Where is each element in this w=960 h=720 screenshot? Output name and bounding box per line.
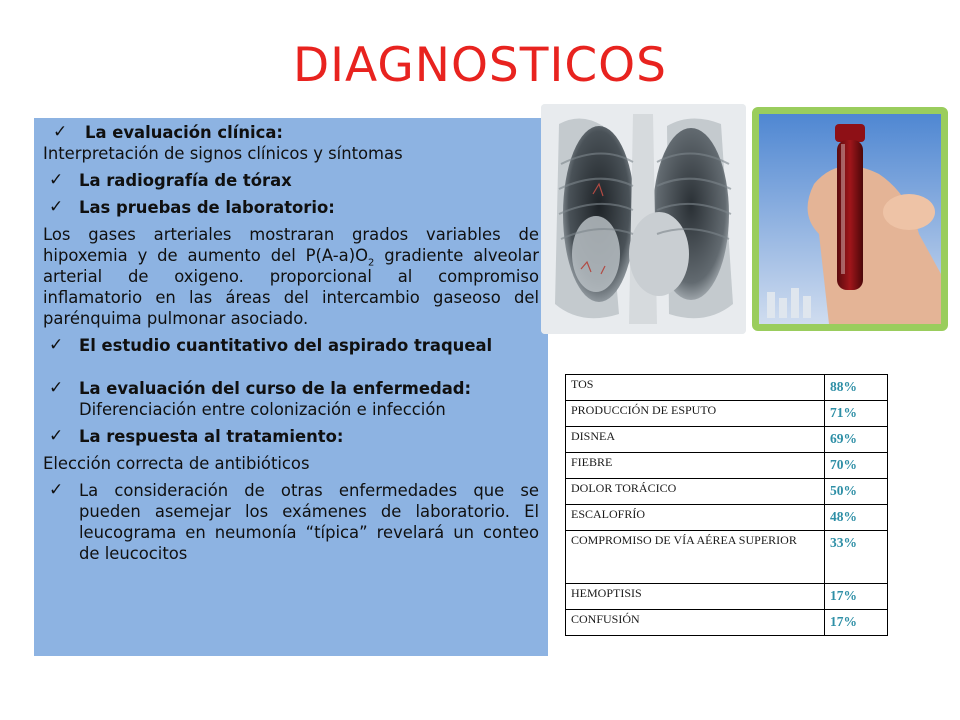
- table-row: [566, 453, 888, 479]
- item-label: La radiografía de tórax: [79, 171, 292, 190]
- content-text: [43, 122, 539, 564]
- checkmark-icon: ✓: [49, 426, 64, 446]
- checkmark-icon: ✓: [53, 122, 68, 142]
- symptom-percent-cell: 50%: [825, 479, 888, 505]
- item-label: La respuesta al tratamiento:: [79, 427, 344, 446]
- blood-test-tube-image: [752, 107, 948, 331]
- item-label: El estudio cuantitativo del aspirado traqueal: [79, 336, 493, 355]
- symptom-name-cell: DISNEA: [566, 427, 825, 453]
- item-text: Elección correcta de antibióticos: [43, 454, 310, 473]
- list-item-lab-tests: [43, 197, 539, 218]
- symptom-percent-cell: 17%: [825, 584, 888, 610]
- item-text: Diferenciación entre colonización e infección: [79, 400, 446, 419]
- item-label: La evaluación clínica:: [85, 123, 283, 142]
- list-item-chest-xray: [43, 170, 539, 191]
- symptom-name-cell: FIEBRE: [566, 453, 825, 479]
- symptom-percent-cell: 48%: [825, 505, 888, 531]
- table-row: [566, 401, 888, 427]
- symptom-name-cell: DOLOR TORÁCICO: [566, 479, 825, 505]
- item-text: Interpretación de signos clínicos y síntomas: [43, 144, 403, 163]
- symptom-percent-cell: 17%: [825, 610, 888, 636]
- table-row: [566, 610, 888, 636]
- list-item-disease-course: [43, 378, 539, 420]
- symptom-percent-cell: 70%: [825, 453, 888, 479]
- table-row: [566, 531, 888, 584]
- item-text: La consideración de otras enfermedades que se pueden asemejar los exámenes de laboratorio. El leucograma en neumonía “típica” revelará un conteo de leucocitos: [79, 481, 539, 563]
- symptom-name-cell: CONFUSIÓN: [566, 610, 825, 636]
- symptom-percent-cell: 88%: [825, 375, 888, 401]
- checkmark-icon: ✓: [49, 335, 64, 355]
- item-text: Los gases arteriales mostraran grados variables de hipoxemia y de aumento del $P(A-a)O_2$ gradiente alveolar arterial de oxigeno. proporcional al compromiso inflamatorio en las áreas del intercambio gaseoso del parénquima pulmonar asociado.: [43, 225, 539, 328]
- table-row: [566, 427, 888, 453]
- chest-xray-image: [541, 104, 746, 334]
- content-panel: [34, 118, 548, 656]
- checkmark-icon: ✓: [49, 480, 64, 500]
- checkmark-icon: ✓: [49, 378, 64, 398]
- symptom-percent-cell: 71%: [825, 401, 888, 427]
- list-item-treatment-response: [43, 426, 539, 447]
- checkmark-icon: ✓: [49, 197, 64, 217]
- symptom-name-cell: HEMOPTISIS: [566, 584, 825, 610]
- symptom-name-cell: TOS: [566, 375, 825, 401]
- item-label: Las pruebas de laboratorio:: [79, 198, 335, 217]
- table-row: [566, 584, 888, 610]
- list-item-tracheal-aspirate: [43, 335, 539, 356]
- symptoms-table: [565, 374, 888, 636]
- symptom-percent-cell: 69%: [825, 427, 888, 453]
- symptom-name-cell: ESCALOFRÍO: [566, 505, 825, 531]
- item-label: La evaluación del curso de la enfermedad:: [79, 379, 472, 398]
- list-item-other-diseases: [43, 480, 539, 564]
- list-item-clinical-evaluation: [43, 122, 539, 143]
- symptom-name-cell: COMPROMISO DE VÍA AÉREA SUPERIOR: [566, 531, 825, 584]
- table-row: [566, 505, 888, 531]
- symptom-percent-cell: 33%: [825, 531, 888, 584]
- table-row: [566, 479, 888, 505]
- page-title: DIAGNOSTICOS: [292, 38, 667, 93]
- symptom-name-cell: PRODUCCIÓN DE ESPUTO: [566, 401, 825, 427]
- table-row: [566, 375, 888, 401]
- checkmark-icon: ✓: [49, 170, 64, 190]
